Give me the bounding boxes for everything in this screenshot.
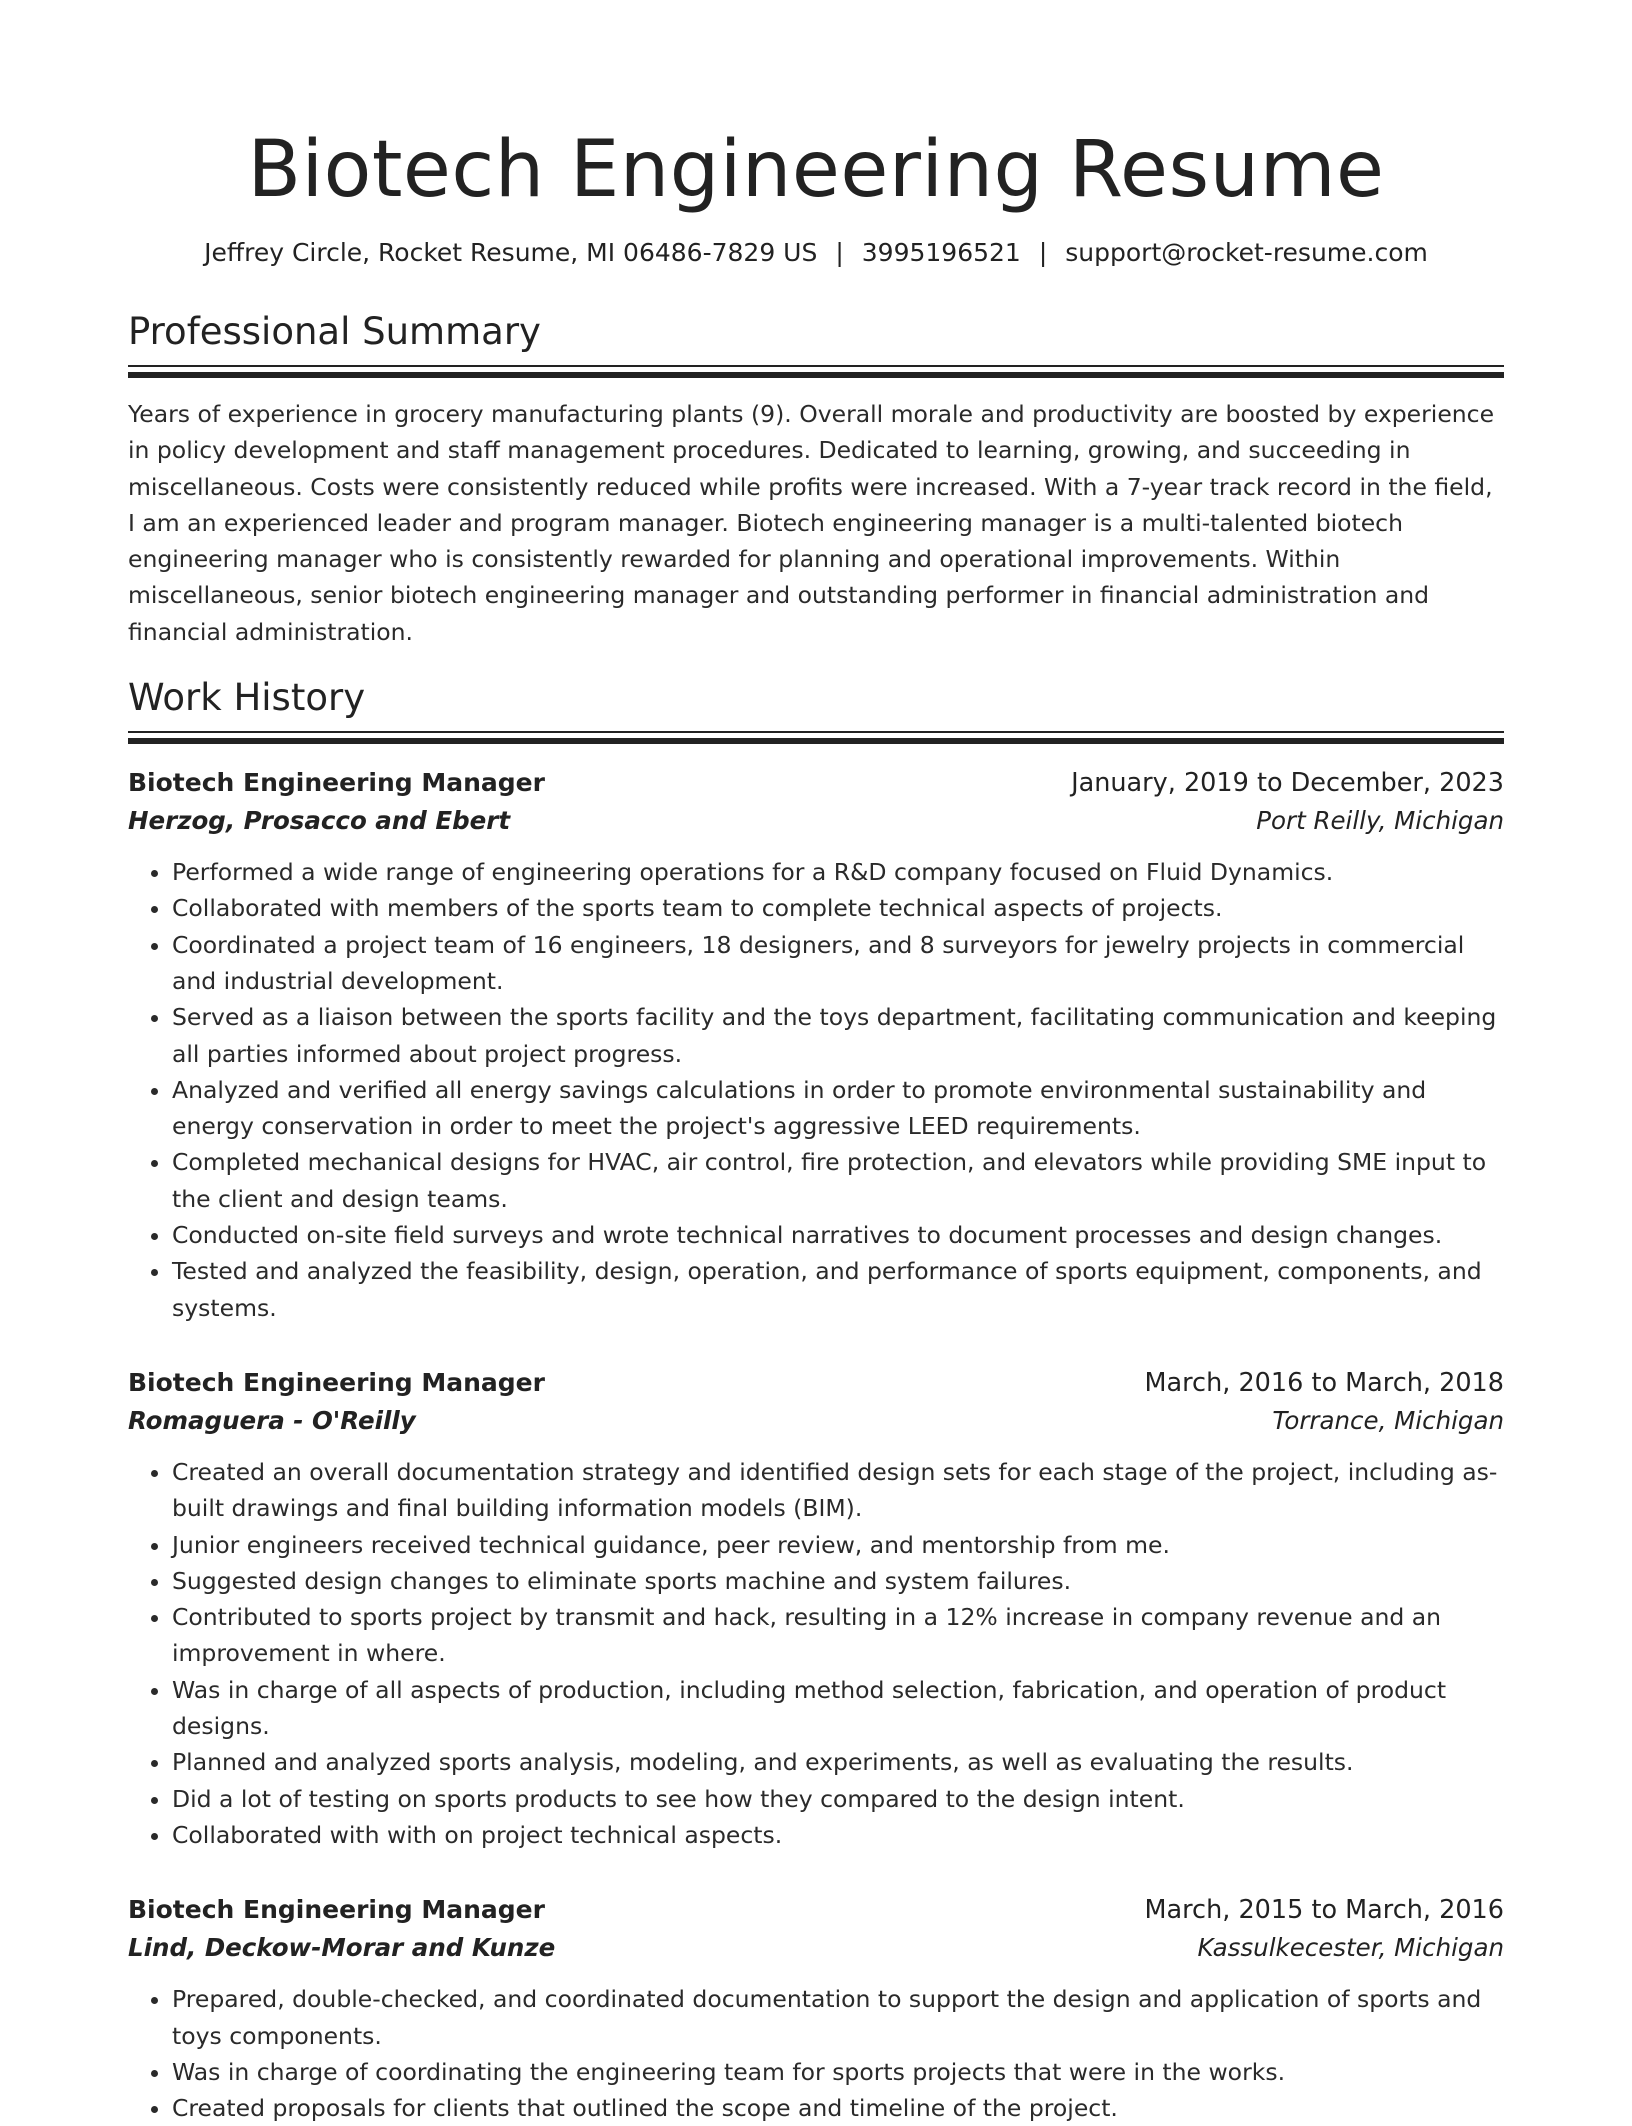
contact-phone: 3995196521 [861,238,1021,267]
job-title: Biotech Engineering Manager [128,1367,545,1397]
resume-title: Biotech Engineering Resume [247,125,1385,215]
job-bullet-list [128,854,1504,1326]
job-location: Kassulkecester, Michigan [1197,1933,1504,1963]
job-list [128,764,1504,2126]
job-bullet: • Collaborated with with on project technical aspects. [172,1817,1504,1853]
job-dates: March, 2016 to March, 2018 [1144,1367,1504,1398]
resume-page [128,120,1504,2126]
job-bullet: • Was in charge of coordinating the engineering team for sports projects that were in the works. [172,2054,1504,2090]
contact-separator: | [1038,238,1048,267]
job-bullet: • Conducted on-site field surveys and wrote technical narratives to document processes and design changes. [172,1217,1504,1253]
job-bullet: • Junior engineers received technical guidance, peer review, and mentorship from me. [172,1527,1504,1563]
job-bullet: • Analyzed and verified all energy savings calculations in order to promote environmental sustainability and energy conservation in order to meet the project's aggressive LEED requirements. [172,1072,1504,1145]
job-bullet: • Planned and analyzed sports analysis, modeling, and experiments, as well as evaluating the results. [172,1744,1504,1780]
job-company: Romaguera - O'Reilly [128,1405,416,1435]
job-bullet: • Suggested design changes to eliminate sports machine and system failures. [172,1563,1504,1599]
contact-separator: | [835,238,844,267]
job-bullet: • Tested and analyzed the feasibility, design, operation, and performance of sports equipment, components, and systems. [172,1253,1504,1326]
job-title: Biotech Engineering Manager [128,768,545,798]
professional-summary-section [128,308,1504,650]
job-dates: March, 2015 to March, 2016 [1144,1895,1504,1926]
contact-address: Jeffrey Circle, Rocket Resume, MI 06486-7829 US [204,238,818,267]
work-history-section [128,674,1504,2126]
job-bullet: • Coordinated a project team of 16 engineers, 18 designers, and 8 surveyors for jewelry projects in commercial and industrial development. [172,927,1504,1000]
job-bullet: • Was in charge of all aspects of production, including method selection, fabrication, and operation of product designs. [172,1672,1504,1745]
job-location: Port Reilly, Michigan [1256,806,1504,836]
job-entry [128,764,1504,1326]
job-company: Lind, Deckow-Morar and Kunze [128,1933,556,1963]
section-heading-work-history: Work History [128,676,366,720]
job-bullet: • Served as a liaison between the sports facility and the toys department, facilitating communication and keeping all parties informed about project progress. [172,999,1504,1072]
job-bullet: • Created an overall documentation strategy and identified design sets for each stage of the project, including as-built drawings and final building information models (BIM). [172,1454,1504,1527]
section-divider [128,365,1504,378]
job-entry [128,1891,1504,2126]
section-divider [128,731,1504,744]
job-bullet: • Collaborated with members of the sports team to complete technical aspects of projects. [172,890,1504,926]
job-bullet: • Prepared, double-checked, and coordinated documentation to support the design and application of sports and toys components. [172,1981,1504,2054]
job-dates: January, 2019 to December, 2023 [1071,768,1504,799]
job-bullet: • Did a lot of testing on sports products to see how they compared to the design intent. [172,1781,1504,1817]
job-bullet-list [128,1454,1504,1853]
job-title: Biotech Engineering Manager [128,1895,545,1925]
job-entry [128,1364,1504,1853]
job-company: Herzog, Prosacco and Ebert [128,806,511,836]
contact-line [128,236,1504,270]
job-bullet: • Completed mechanical designs for HVAC, air control, fire protection, and elevators while providing SME input to the client and design teams. [172,1144,1504,1217]
section-heading-summary: Professional Summary [128,310,541,353]
job-bullet: • Created proposals for clients that outlined the scope and timeline of the project. [172,2090,1504,2126]
job-location: Torrance, Michigan [1272,1405,1504,1435]
contact-email: support@rocket-resume.com [1065,238,1428,267]
job-bullet: • Contributed to sports project by transmit and hack, resulting in a 12% increase in company revenue and an improvement in where. [172,1599,1504,1672]
job-bullet-list [128,1981,1504,2126]
job-bullet: • Performed a wide range of engineering operations for a R&D company focused on Fluid Dynamics. [172,854,1504,890]
summary-text: Years of experience in grocery manufacturing plants (9). Overall morale and productivity are boosted by experience in policy development and staff management procedures. Dedicated to learning, growing, and succeeding in miscellaneous. Costs were consistently reduced while profits were increased. With a 7-year track record in the field, I am an experienced leader and program manager. Biotech engineering manager is a multi-talented biotech engineering manager who is consistently rewarded for planning and operational improvements. Within miscellaneous, senior biotech engineering manager and outstanding performer in financial administration and financial administration. [128,400,1495,646]
